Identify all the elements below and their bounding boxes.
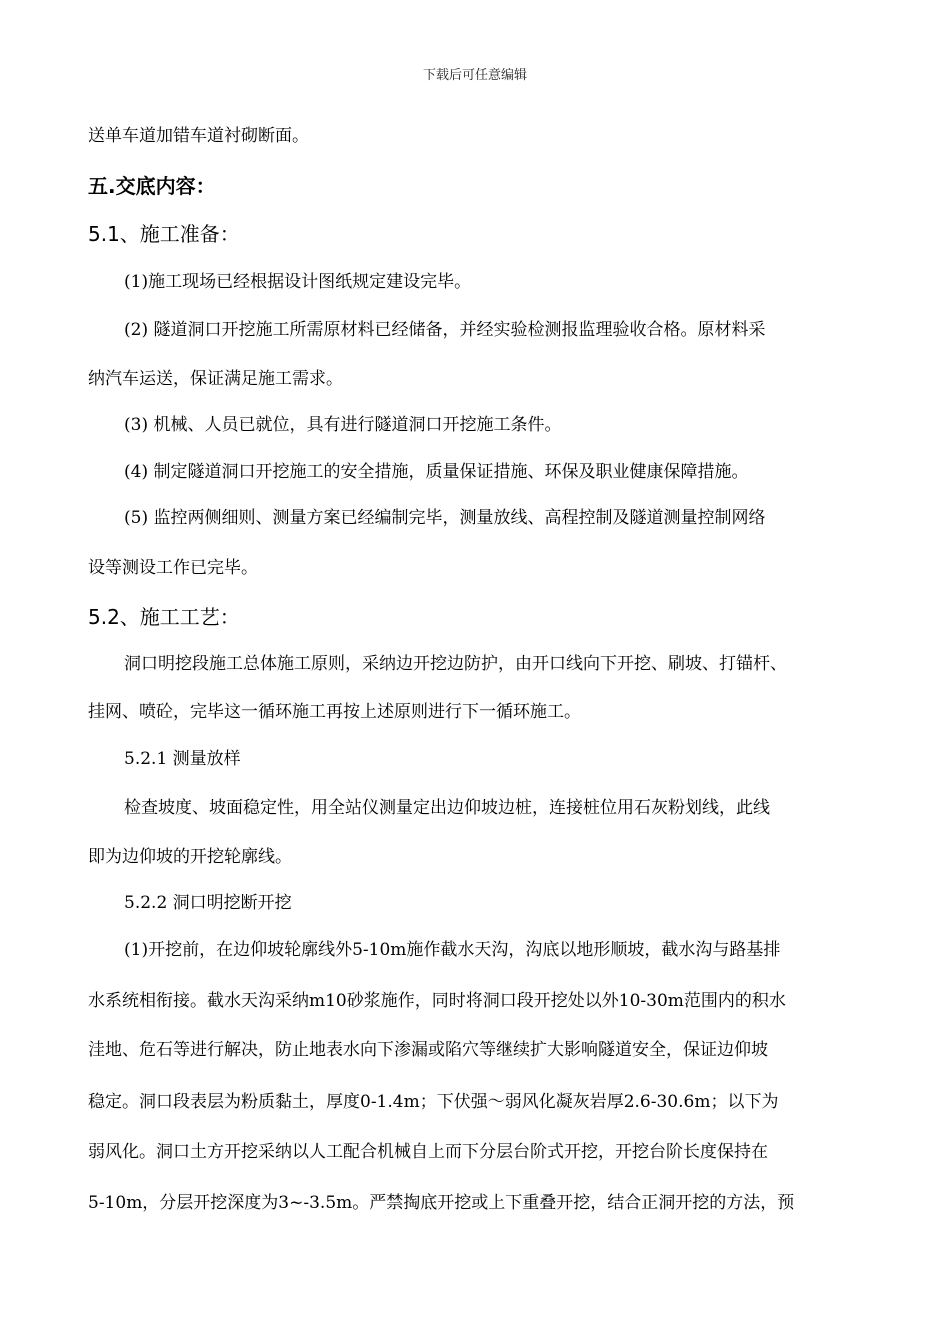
section-heading-5-1: 5.1、施工准备： — [88, 222, 240, 246]
text-line: 洼地、危石等进行解决，防止地表水向下渗漏或陷穴等继续扩大影响隧道安全，保证边仰坡 — [88, 1040, 768, 1060]
text-line: 纳汽车运送，保证满足施工需求。 — [88, 369, 343, 389]
text-line: 设等测设工作已完毕。 — [88, 558, 258, 578]
text-line: 送单车道加错车道衬砌断面。 — [88, 126, 309, 146]
text-line: (3) 机械、人员已就位，具有进行隧道洞口开挖施工条件。 — [124, 415, 562, 435]
text-line: (1)施工现场已经根据设计图纸规定建设完毕。 — [124, 272, 472, 292]
text-line: (1)开挖前，在边仰坡轮廓线外5-10m施作截水天沟，沟底以地形顺坡，截水沟与路基排 — [124, 940, 781, 960]
text-line: (5) 监控两侧细则、测量方案已经编制完毕，测量放线、高程控制及隧道测量控制网络 — [124, 508, 766, 528]
text-line: 水系统相衔接。截水天沟采纳m10砂浆施作，同时将洞口段开挖处以外10-30m范围内的积水 — [88, 991, 786, 1011]
section-heading-5-2: 5.2、施工工艺： — [88, 605, 240, 629]
text-line: 即为边仰坡的开挖轮廓线。 — [88, 847, 292, 867]
text-line: 5-10m，分层开挖深度为3~-3.5m。严禁掏底开挖或上下重叠开挖，结合正洞开挖的方法，预 — [88, 1193, 795, 1213]
text-line: 稳定。洞口段表层为粉质黏土，厚度0-1.4m；下伏强～弱风化凝灰岩厚2.6-30.6m；以下为 — [88, 1092, 779, 1112]
section-heading-5: 五.交底内容： — [88, 174, 216, 198]
text-line: (2) 隧道洞口开挖施工所需原材料已经储备，并经实验检测报监理验收合格。原材料采 — [124, 320, 766, 340]
text-line: 挂网、喷砼，完毕这一循环施工再按上述原则进行下一循环施工。 — [88, 702, 581, 722]
text-line: 弱风化。洞口土方开挖采纳以人工配合机械自上而下分层台阶式开挖，开挖台阶长度保持在 — [88, 1142, 768, 1162]
subsection-heading: 5.2.2 洞口明挖断开挖 — [124, 893, 292, 913]
subsection-heading: 5.2.1 测量放样 — [124, 749, 241, 769]
text-line: (4) 制定隧道洞口开挖施工的安全措施，质量保证措施、环保及职业健康保障措施。 — [124, 462, 749, 482]
text-line: 洞口明挖段施工总体施工原则，采纳边开挖边防护，由开口线向下开挖、刷坡、打锚杆、 — [124, 654, 787, 674]
text-line: 检查坡度、坡面稳定性，用全站仪测量定出边仰坡边桩，连接桩位用石灰粉划线，此线 — [124, 798, 770, 818]
page-header: 下载后可任意编辑 — [422, 68, 527, 83]
